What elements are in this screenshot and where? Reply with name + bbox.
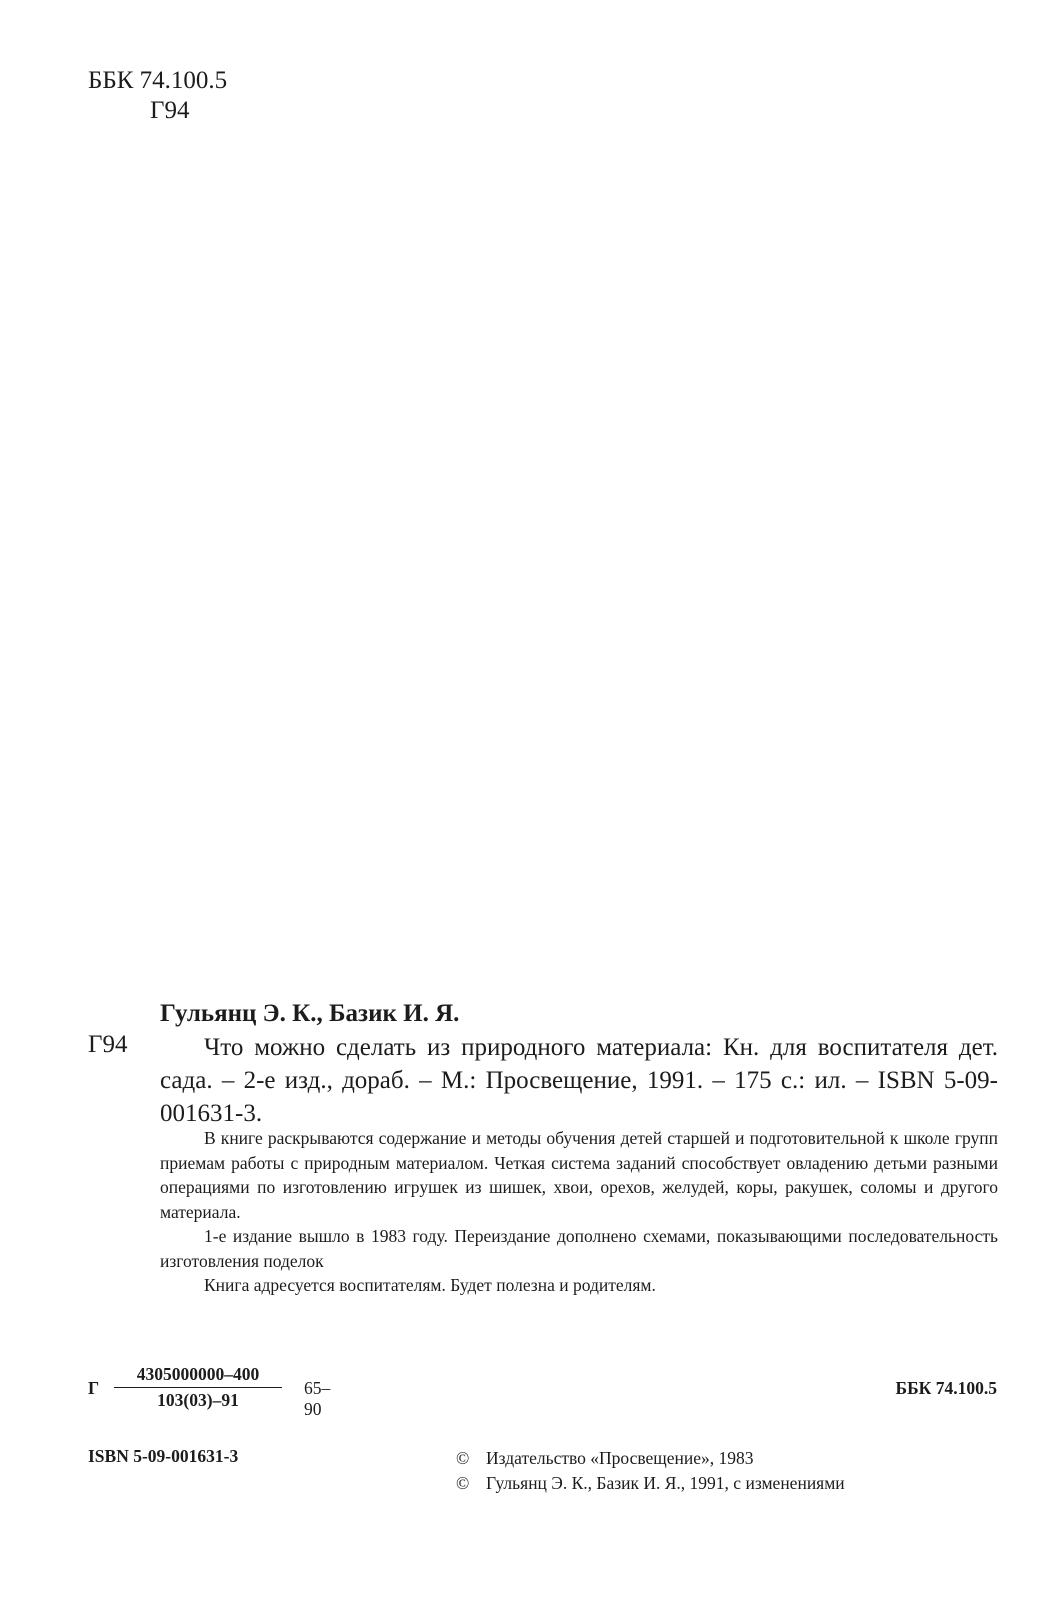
copyright-icon: © (456, 1448, 470, 1468)
record-author-mark: Г94 (88, 1031, 128, 1058)
author-mark: Г94 (150, 97, 190, 124)
annotation-paragraph: 1-е издание вышло в 1983 году. Переиздание дополнено схемами, показывающими последовательность изготовления поделок (160, 1226, 998, 1271)
code-fraction (114, 1364, 282, 1411)
copyright-text: Издательство «Просвещение», 1983 (486, 1448, 754, 1468)
top-bbk-block (88, 66, 227, 126)
copyright-block (456, 1446, 845, 1496)
annotation-paragraph: В книге раскрываются содержание и методы обучения детей старшей и подготовительной к школе групп приемам работы с природным материалом. Четкая система заданий способствует овладению детьми разными операциями по изготовлению игрушек из шишек, хвои, орехов, желудей, коры, ракушек, соломы и другого материала. (160, 1128, 998, 1222)
code-numerator: 4305000000–400 (114, 1364, 282, 1388)
code-denominator: 103(03)–91 (157, 1390, 239, 1410)
bottom-bbk-code: ББК 74.100.5 (895, 1378, 997, 1398)
record-author: Гульянц Э. К., Базик И. Я. (160, 1000, 460, 1027)
record-title: Что можно сделать из природного материала: Кн. для воспитателя дет. сада. – 2-е изд., дораб. – М.: Просвещение, 1991. – 175 с.: ил. – ISBN 5-09-001631-3. (160, 1034, 998, 1127)
bbk-code: ББК 74.100.5 (88, 67, 228, 94)
isbn: ISBN 5-09-001631-3 (88, 1446, 239, 1466)
code-letter: Г (88, 1378, 100, 1398)
copyright-text: Гульянц Э. К., Базик И. Я., 1991, с изменениями (486, 1473, 845, 1493)
copyright-line (456, 1446, 845, 1471)
annotation-paragraph: Книга адресуется воспитателям. Будет полезна и родителям. (204, 1275, 656, 1295)
copyright-icon: © (456, 1473, 470, 1493)
copyright-line (456, 1471, 845, 1496)
code-number: 65–90 (304, 1378, 331, 1419)
annotation (160, 1126, 998, 1298)
